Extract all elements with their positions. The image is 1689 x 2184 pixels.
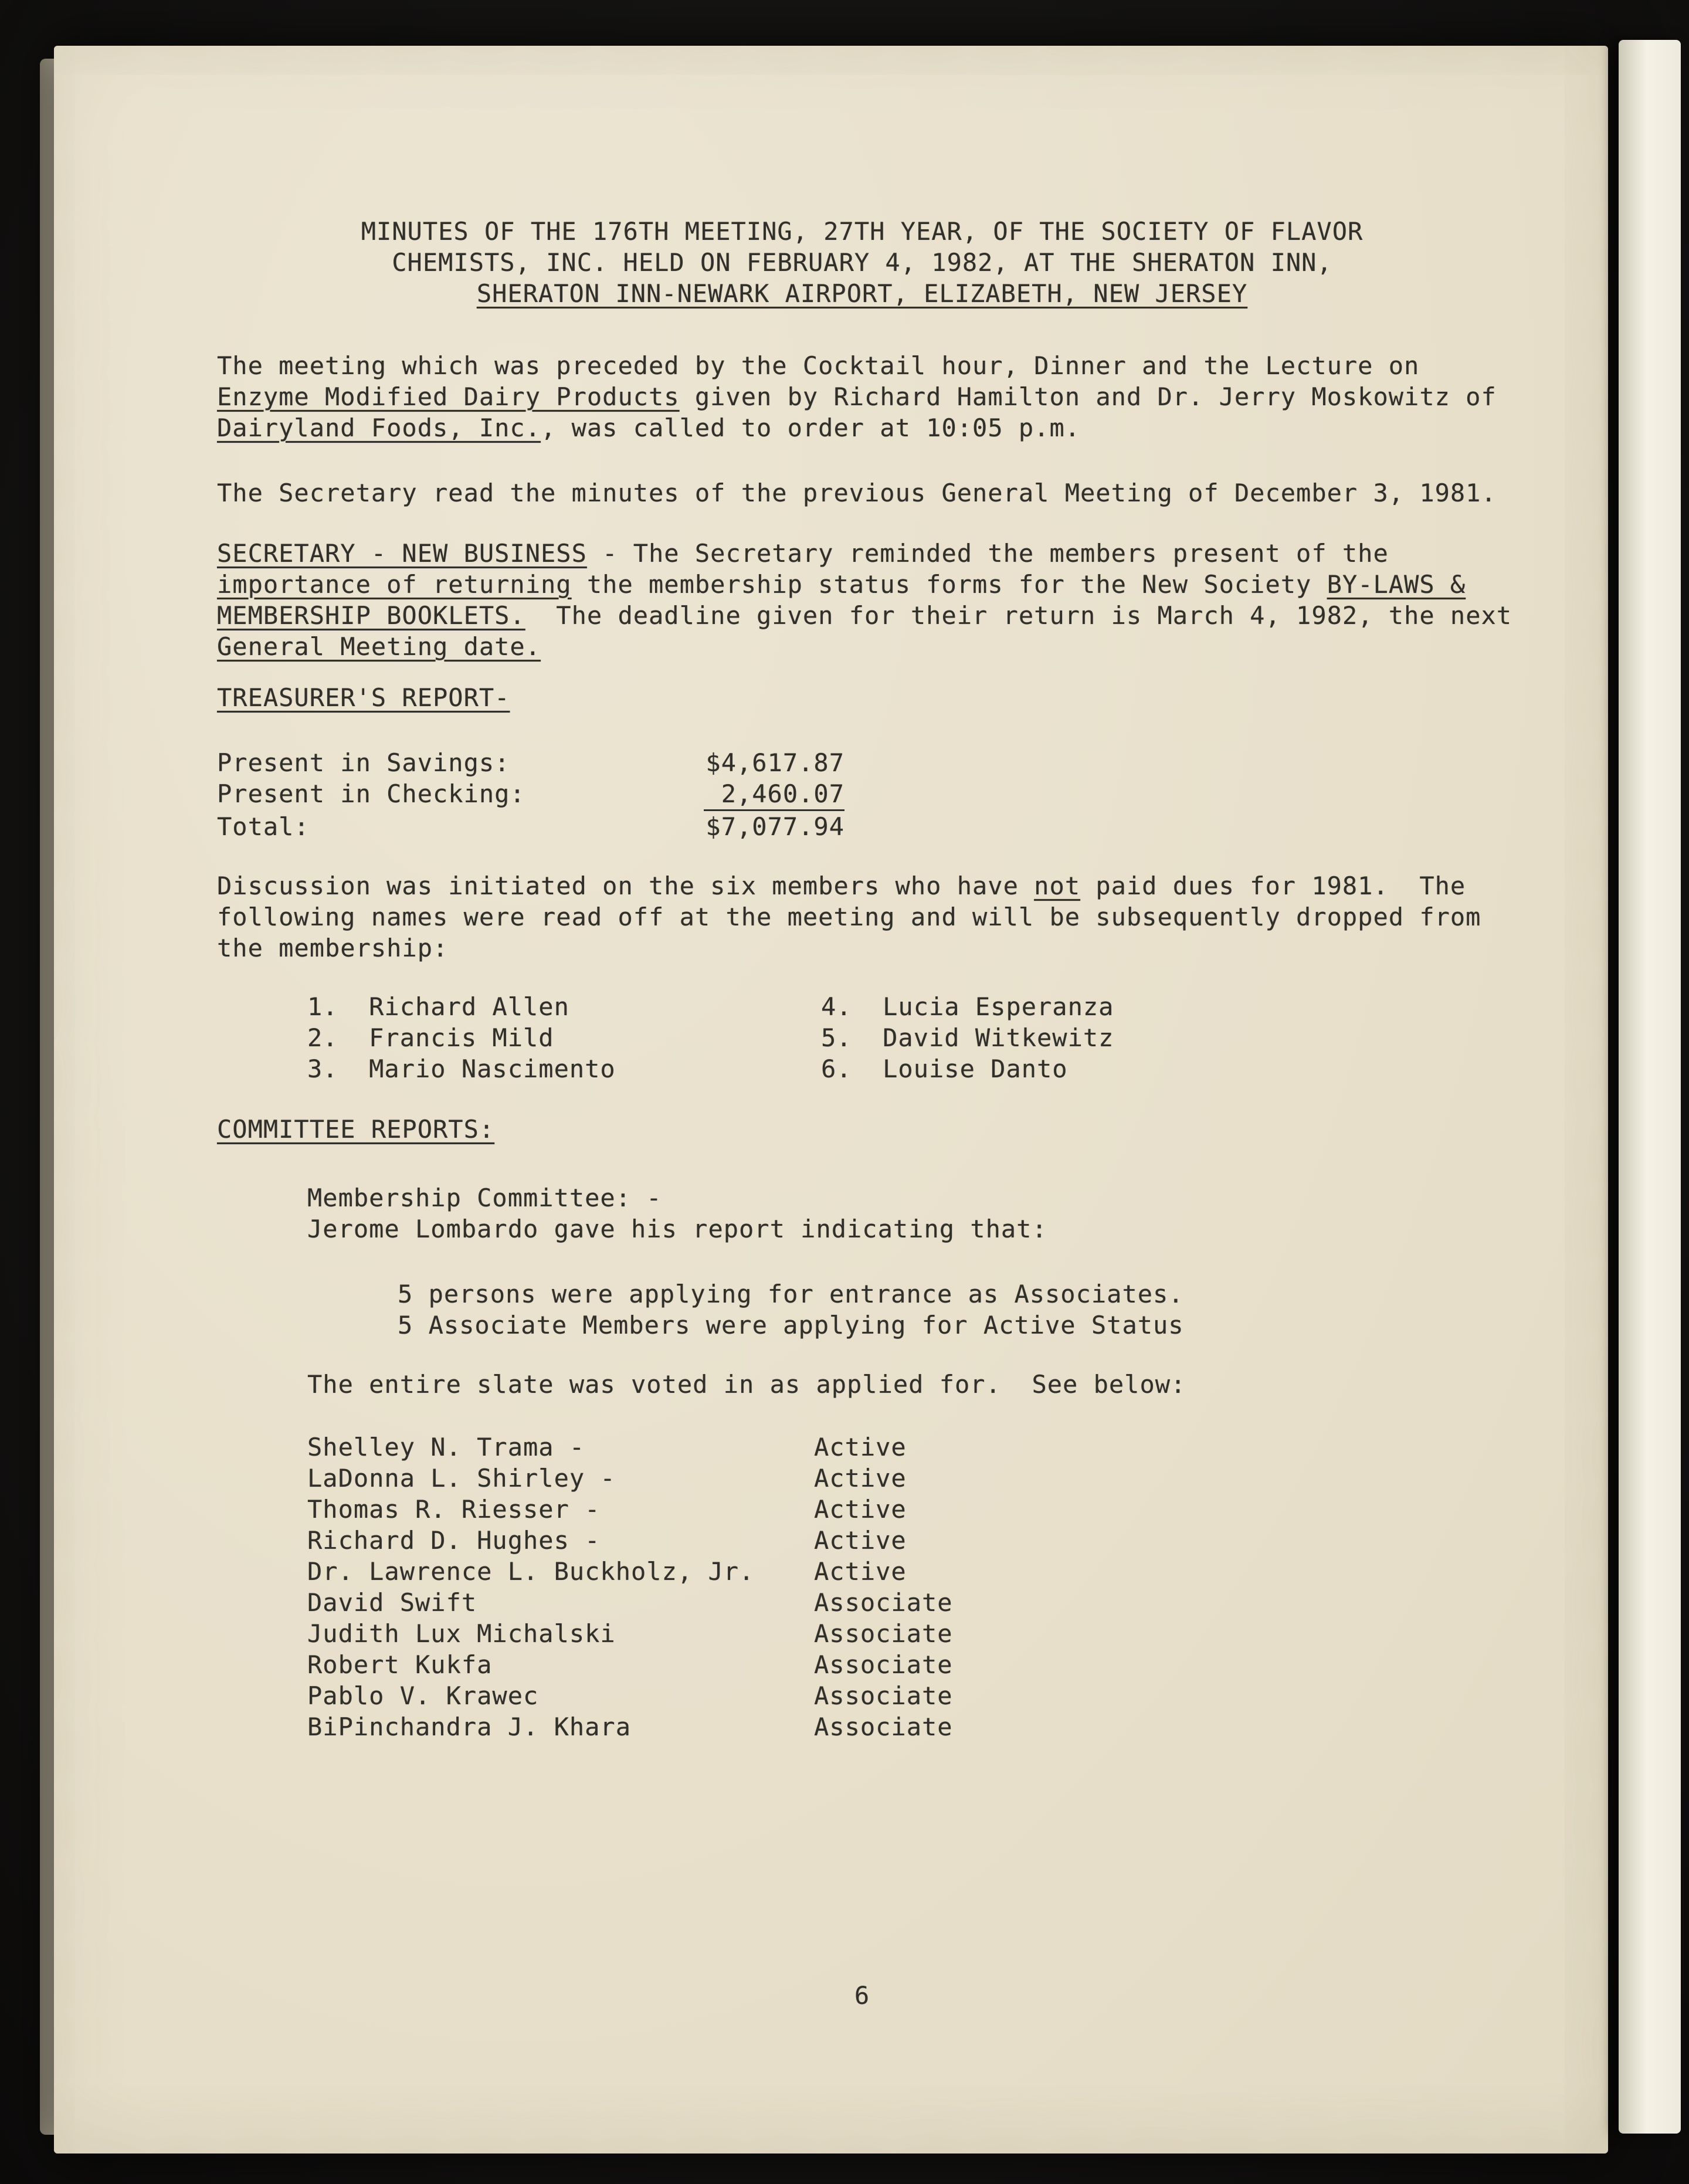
secretary-minutes-text: The Secretary read the minutes of the previous General Meeting of December 3, 1981.	[217, 479, 1497, 507]
slate-intro-text-line	[307, 1369, 1531, 1400]
title-line-3	[217, 278, 1507, 309]
title-text-2: CHEMISTS, INC. HELD ON FEBRUARY 4, 1982, AT THE SHERATON INN,	[392, 248, 1332, 277]
slate-status-3: Active	[814, 1495, 907, 1524]
slate-status-2: Active	[814, 1464, 907, 1493]
by-laws-underlined: BY-LAWS &	[1327, 570, 1466, 599]
title-line-1	[217, 216, 1507, 247]
savings-amount: $4,617.87	[706, 748, 844, 777]
general-meeting-date-underlined: General Meeting date.	[217, 632, 541, 661]
title-line-2	[217, 247, 1507, 278]
slate-row-9	[307, 1680, 1531, 1711]
slate-row-10	[307, 1711, 1531, 1742]
applying-line-1	[398, 1278, 1531, 1310]
slate-name-4: Richard D. Hughes -	[307, 1526, 601, 1555]
committee-reports-heading-text: COMMITTEE REPORTS:	[217, 1115, 495, 1144]
slate-row-3	[307, 1494, 1531, 1525]
applying-block	[398, 1278, 1531, 1341]
dropped-member-4: 4. Lucia Esperanza	[821, 992, 1114, 1021]
membership-booklets-underlined: MEMBERSHIP BOOKLETS.	[217, 601, 525, 630]
slate-intro-line	[307, 1369, 1531, 1400]
slate-row-6	[307, 1587, 1531, 1618]
new-business-line-4	[217, 631, 1531, 662]
page-number	[217, 1980, 1507, 2011]
slate-row-2	[307, 1463, 1531, 1494]
slate-row-1	[307, 1432, 1531, 1463]
slate-name-6: David Swift	[307, 1588, 477, 1617]
dropped-member-6: 6. Louise Danto	[821, 1054, 1068, 1083]
dropped-member-2: 2. Francis Mild	[307, 1023, 554, 1052]
slate-status-7: Associate	[814, 1619, 953, 1648]
dues-line-1	[217, 870, 1531, 901]
slate-name-3: Thomas R. Riesser -	[307, 1495, 601, 1524]
treasurer-table	[217, 747, 1531, 842]
enzyme-modified-dairy-products-underlined: Enzyme Modified Dairy Products	[217, 382, 680, 411]
slate-status-4: Active	[814, 1526, 907, 1555]
new-business-text-3: The deadline given for their return is March 4, 1982, the next	[525, 601, 1512, 630]
slate-name-1: Shelley N. Trama -	[307, 1433, 585, 1461]
treasurers-report-heading-text: TREASURER'S REPORT-	[217, 683, 510, 712]
secretary-minutes-paragraph	[217, 477, 1531, 508]
dropped-members-row-3	[307, 1053, 1531, 1084]
slate-intro-text: The entire slate was voted in as applied for. See below:	[307, 1370, 1186, 1399]
dues-line-2	[217, 901, 1531, 932]
slate-status-1: Active	[814, 1433, 907, 1461]
dropped-members-row-2	[307, 1022, 1531, 1053]
slate-status-8: Associate	[814, 1650, 953, 1679]
checking-amount: 2,460.07	[704, 778, 844, 811]
page-number-text: 6	[854, 1981, 870, 2010]
slate-name-7: Judith Lux Michalski	[307, 1619, 616, 1648]
total-label: Total:	[217, 812, 310, 841]
dropped-member-5: 5. David Witkewitz	[821, 1023, 1114, 1052]
dropped-member-3: 3. Mario Nascimento	[307, 1054, 616, 1083]
slate-status-9: Associate	[814, 1681, 953, 1710]
slate-name-2: LaDonna L. Shirley -	[307, 1464, 616, 1493]
intro-line-1	[217, 350, 1531, 381]
slate-status-5: Active	[814, 1557, 907, 1586]
treasurer-row-checking	[217, 778, 1531, 811]
intro-text-3: , was called to order at 10:05 p.m.	[541, 413, 1081, 442]
secretary-minutes-line	[217, 477, 1531, 508]
not-underlined: not	[1034, 871, 1081, 900]
slate-row-5	[307, 1556, 1531, 1587]
membership-committee-text-1: Membership Committee: -	[307, 1183, 662, 1212]
voted-slate-list	[307, 1432, 1531, 1742]
savings-label: Present in Savings:	[217, 748, 510, 777]
intro-text-1: The meeting which was preceded by the Cocktail hour, Dinner and the Lecture on	[217, 351, 1420, 380]
intro-paragraph	[217, 350, 1531, 443]
slate-name-10: BiPinchandra J. Khara	[307, 1712, 632, 1741]
treasurers-report-heading	[217, 682, 1531, 713]
intro-line-3	[217, 412, 1531, 443]
dropped-members-list	[307, 991, 1531, 1084]
committee-reports-heading-line	[217, 1114, 1531, 1145]
secretary-new-business-heading-underlined: SECRETARY - NEW BUSINESS	[217, 539, 587, 568]
committee-reports-heading	[217, 1114, 1531, 1145]
treasurer-row-savings	[217, 747, 1531, 778]
dropped-member-1: 1. Richard Allen	[307, 992, 569, 1021]
new-business-text-2: the membership status forms for the New Society	[571, 570, 1327, 599]
dues-text-1b: paid dues for 1981. The	[1080, 871, 1466, 900]
total-amount: $7,077.94	[706, 812, 844, 841]
applying-text-1: 5 persons were applying for entrance as Associates.	[398, 1280, 1184, 1308]
dues-line-3	[217, 932, 1531, 964]
checking-label: Present in Checking:	[217, 779, 525, 808]
dues-text-3: the membership:	[217, 934, 449, 962]
title-text-3-underlined: SHERATON INN-NEWARK AIRPORT, ELIZABETH, NEW JERSEY	[476, 279, 1248, 308]
new-business-paragraph	[217, 538, 1531, 662]
meeting-title	[217, 216, 1507, 309]
new-business-line-2	[217, 569, 1531, 600]
slate-row-4	[307, 1525, 1531, 1556]
intro-line-2	[217, 381, 1531, 412]
applying-text-2: 5 Associate Members were applying for Active Status	[398, 1311, 1184, 1339]
page-content	[217, 46, 1531, 1742]
membership-committee-text-2: Jerome Lombardo gave his report indicating that:	[307, 1215, 1047, 1243]
dues-text-2: following names were read off at the meeting and will be subsequently dropped from	[217, 903, 1481, 931]
intro-text-2: given by Richard Hamilton and Dr. Jerry Moskowitz of	[679, 382, 1497, 411]
new-business-line-1	[217, 538, 1531, 569]
importance-of-returning-underlined: importance of returning	[217, 570, 572, 599]
slate-name-9: Pablo V. Krawec	[307, 1681, 539, 1710]
slate-row-7	[307, 1618, 1531, 1649]
slate-name-5: Dr. Lawrence L. Buckholz, Jr.	[307, 1557, 755, 1586]
dues-discussion-paragraph	[217, 870, 1531, 964]
new-business-text-1: - The Secretary reminded the members present of the	[586, 539, 1389, 568]
slate-status-6: Associate	[814, 1588, 953, 1617]
membership-committee-line-1	[307, 1182, 1531, 1213]
membership-committee-line-2	[307, 1213, 1531, 1244]
new-business-line-3	[217, 600, 1531, 631]
next-page-edge	[1619, 40, 1681, 2134]
membership-committee-block	[307, 1182, 1531, 1244]
slate-status-10: Associate	[814, 1712, 953, 1741]
document-page	[54, 46, 1608, 2154]
title-text-1: MINUTES OF THE 176TH MEETING, 27TH YEAR, OF THE SOCIETY OF FLAVOR	[361, 217, 1364, 246]
dairyland-foods-underlined: Dairyland Foods, Inc.	[217, 413, 541, 442]
treasurers-report-heading-line	[217, 682, 1531, 713]
dues-text-1a: Discussion was initiated on the six members who have	[217, 871, 1035, 900]
treasurer-row-total	[217, 811, 1531, 842]
applying-line-2	[398, 1310, 1531, 1341]
slate-name-8: Robert Kukfa	[307, 1650, 493, 1679]
dropped-members-row-1	[307, 991, 1531, 1022]
slate-row-8	[307, 1649, 1531, 1680]
